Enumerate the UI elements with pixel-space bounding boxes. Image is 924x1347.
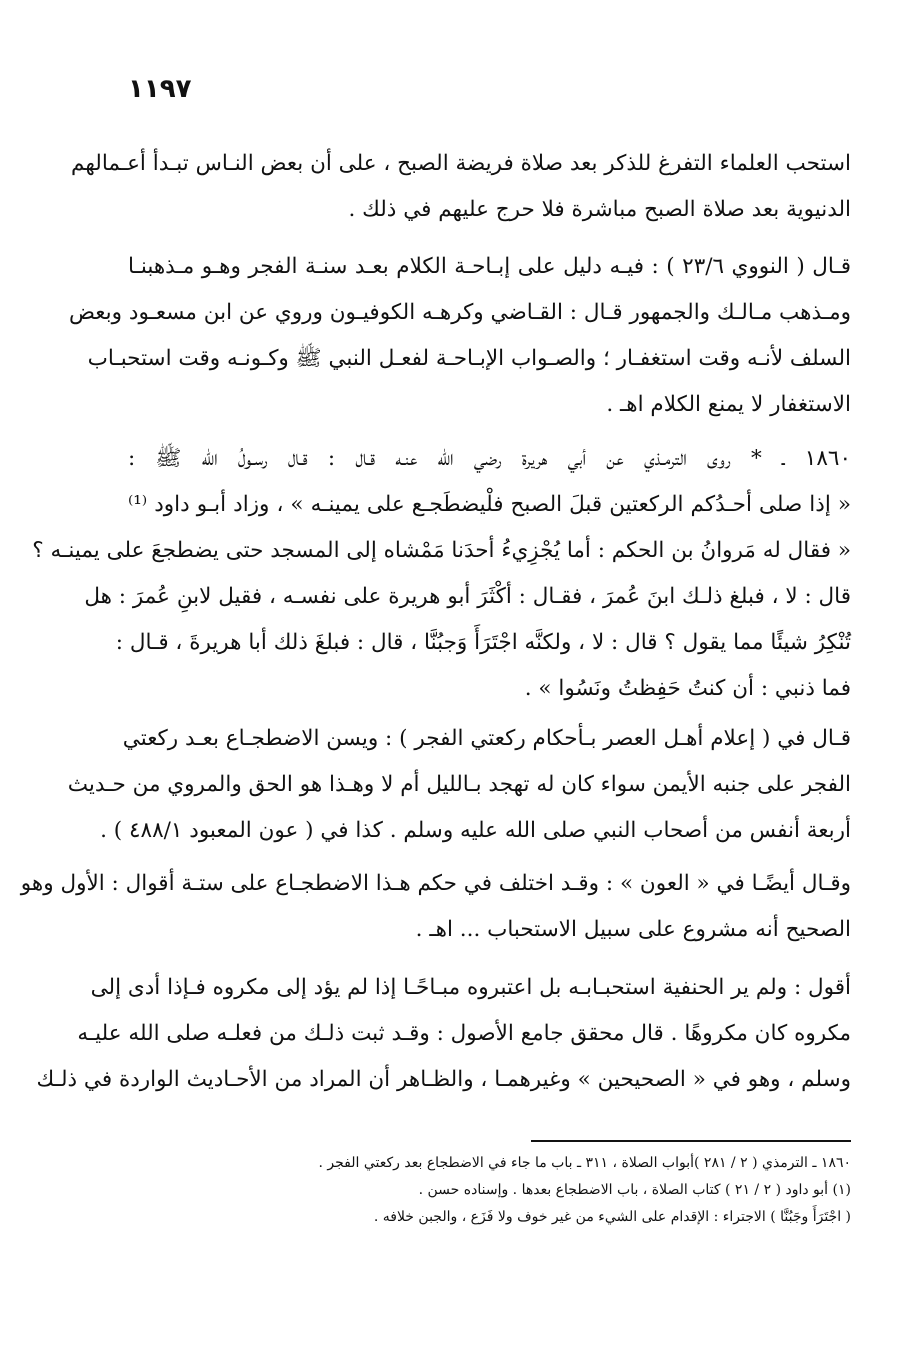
text-line: ومـذهب مـالـك والجمهور قـال : القـاضي وكرهـه الكوفيـون وروي عن ابن مسعـود وبعض (68, 300, 851, 325)
text-line: قال : لا ، فبلغ ذلـك ابنَ عُمرَ ، فقـال : أكْثَرَ أبو هريرة على نفسـه ، فقيل لابنِ عُمرَ : هل (84, 584, 851, 609)
text-line: الدنيوية بعد صلاة الصبح مباشرة فلا حرج عليهم في ذلك . (348, 197, 851, 222)
text-line: وقـال أيضًـا في « العون » : وقـد اختلف في حكم هـذا الاضطجـاع على ستـة أقوال : الأول وهو (20, 871, 851, 896)
text-line: الاستغفار لا يمنع الكلام اهـ . (606, 392, 851, 417)
text-line: « إذا صلى أحـدُكم الركعتين قبلَ الصبح فلْيضطَجـع على يمينـه » ، وزاد أبـو داود ⁽¹⁾ (128, 492, 851, 517)
paragraph-6 (36, 965, 851, 1103)
text-line: « فقال له مَروانُ بن الحكم : أما يُجْزِيءُ أحدَنا مَمْشاه إلى المسجد حتى يضطجعَ على يمينـه ؟ (32, 538, 851, 563)
text-line: وسلم ، وهو في « الصحيحين » وغيرهمـا ، والظـاهر أن المراد من الأحـاديث الواردة في ذلـك (36, 1067, 851, 1092)
hadith-paragraph (32, 436, 851, 712)
footnote: ( اجْتَرَأَ وجَبُنَّا ) الاجتراء : الإقدام على الشيء من غير خوف ولا فَزَع ، والجبن خلافه . (373, 1209, 851, 1225)
text-line: استحب العلماء التفرغ للذكر بعد صلاة فريضة الصبح ، على أن بعض النـاس تبـدأ أعـمالهم (71, 151, 851, 176)
footnote-divider (531, 1140, 851, 1142)
text-line: فما ذنبي : أن كنتُ حَفِظتُ ونَسُوا » . (524, 676, 851, 701)
footnote: (١) أبو داود ( ٢ / ٢١ ) كتاب الصلاة ، باب الاضطجاع بعدها . وإسناده حسن . (418, 1182, 851, 1198)
page-number: ١١٩٧ (128, 74, 192, 104)
text-line: الفجر على جنبه الأيمن سواء كان له تهجد بـالليل أم لا وهـذا هو الحق والمروي من حـديث (67, 772, 851, 797)
text-line: الصحيح أنه مشروع على سبيل الاستحباب ... اهـ . (415, 917, 851, 942)
text-line: أربعة أنفس من أصحاب النبي صلى الله عليه وسلم . كذا في ( عون المعبود ٤٨٨/١ ) . (100, 818, 851, 843)
paragraph-5 (20, 861, 851, 953)
text-line: أقول : ولم ير الحنفية استحبـابـه بل اعتبروه مبـاحًـا إذا لم يؤد إلى مكروه فـإذا أدى إلى (90, 975, 851, 1000)
footnotes (200, 1150, 851, 1231)
footnote: ١٨٦٠ ـ الترمذي ( ٢ / ٢٨١ )أبواب الصلاة ، ٣١١ ـ باب ما جاء في الاضطجاع بعد ركعتي الفجر . (318, 1155, 851, 1171)
text-line: قـال ( النووي ٢٣/٦ ) : فيـه دليل على إبـاحـة الكلام بعـد سنـة الفجر وهـو مـذهبنـا (128, 254, 851, 279)
text-line: مكروه كان مكروهًا . قال محقق جامع الأصول : وقـد ثبت ذلـك من فعلـه صلى الله عليـه (77, 1021, 851, 1046)
text-line: السلف لأنـه وقت استغفـار ؛ والصـواب الإبـاحـة لفعـل النبي ﷺ وكـونـه وقت استحبـاب (87, 346, 851, 371)
text-line: قـال في ( إعلام أهـل العصر بـأحكام ركعتي الفجر ) : ويسن الاضطجـاع بعـد ركعتي (122, 726, 851, 751)
paragraph-1 (71, 141, 851, 233)
text-line: ١٨٦٠ ـ * روى الترمـذي عن أبي هريرة رضي الله عنـه قـال : قـال رسـولُ الله ﷺ : (128, 446, 851, 471)
paragraph-4 (67, 716, 851, 854)
text-line: تُنْكِرُ شيئًا مما يقول ؟ قال : لا ، ولكنَّه اجْتَرَأَ وَجبُنَّا ، قال : فبلغَ ذلك أبا هريرةَ ، قـال : (115, 630, 851, 655)
paragraph-2 (68, 244, 851, 428)
